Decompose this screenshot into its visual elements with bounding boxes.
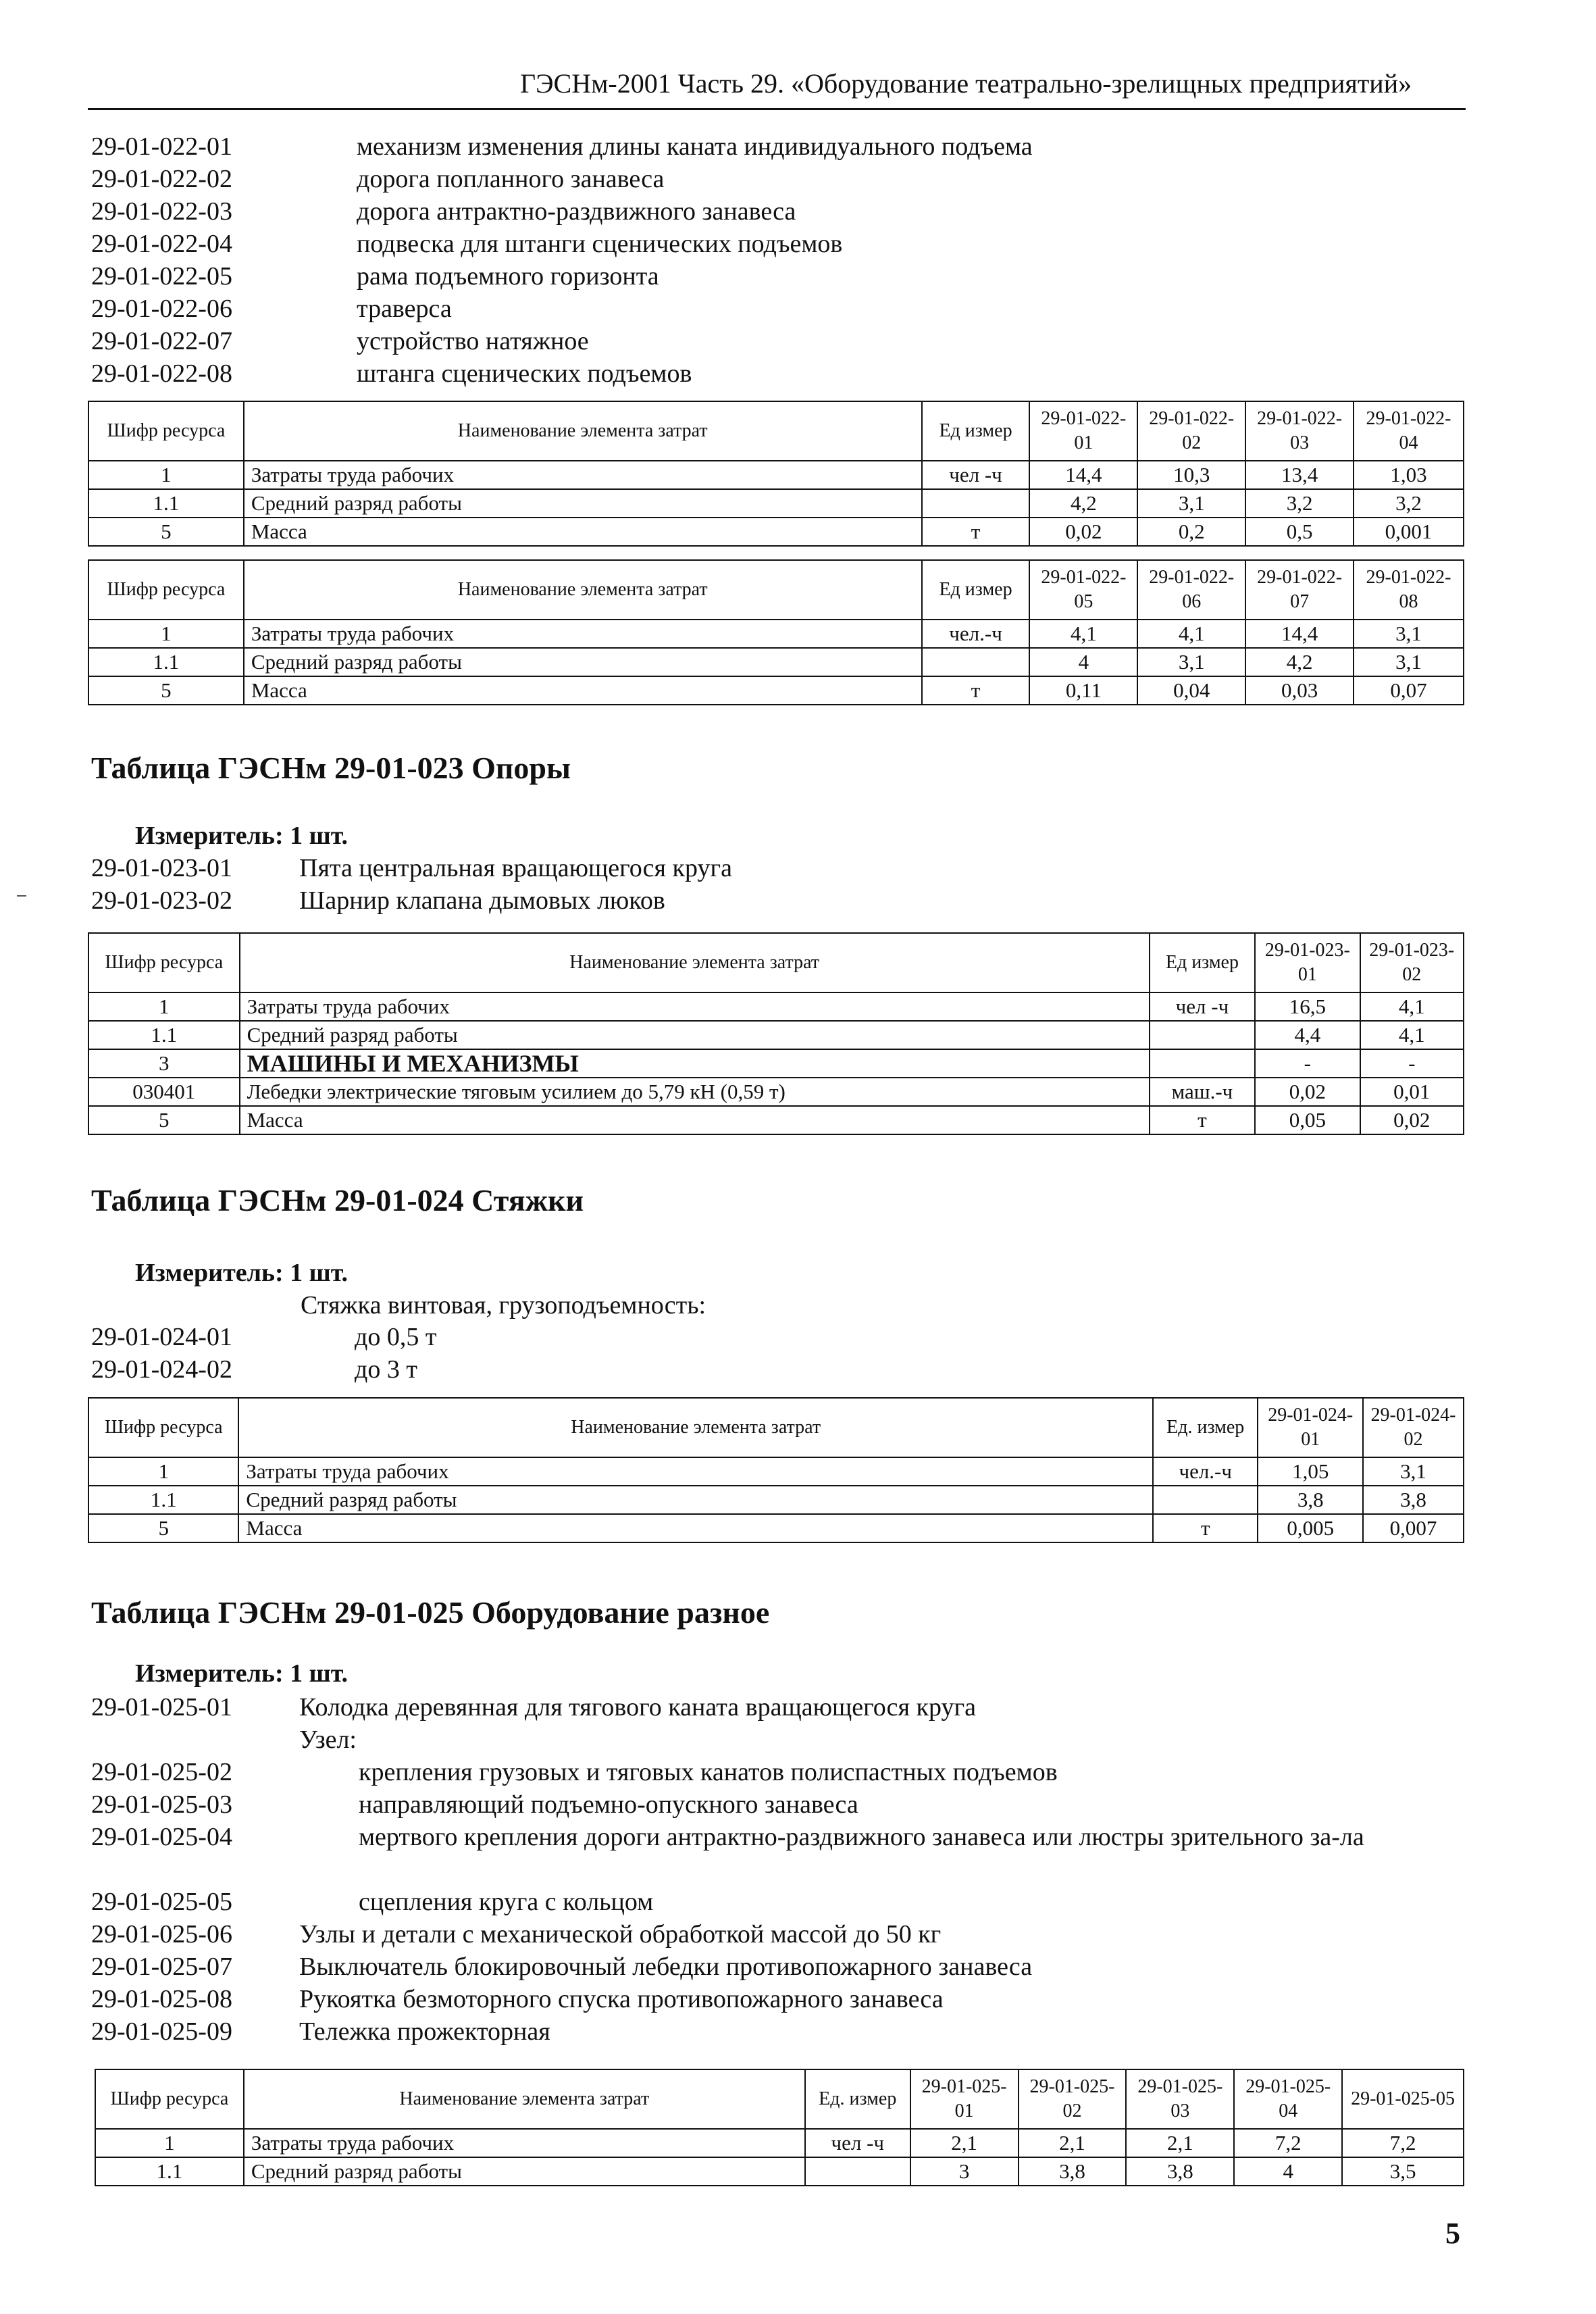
cell-value: 14,4 <box>1029 461 1137 489</box>
column-header-rate: 29-01-025-05 <box>1342 2069 1464 2129</box>
item-code: 29-01-023-02 <box>91 886 232 915</box>
column-header-rate: 29-01-022-05 <box>1029 560 1137 620</box>
column-header-rate: 29-01-025-04 <box>1234 2069 1342 2129</box>
column-header-rate: 29-01-025-02 <box>1019 2069 1127 2129</box>
cell-name: Средний разряд работы <box>238 1486 1153 1514</box>
cell-name: Масса <box>238 1514 1153 1542</box>
cell-value: 3,1 <box>1363 1457 1464 1486</box>
cell-unit <box>805 2157 910 2186</box>
cell-value: 4,1 <box>1360 1021 1464 1049</box>
item-code: 29-01-022-03 <box>91 197 232 226</box>
cell-value: 0,02 <box>1029 518 1137 546</box>
resource-table-023 <box>88 932 1464 1135</box>
cell-unit: т <box>1153 1514 1258 1542</box>
item-text: штанга сценических подъемов <box>357 359 692 388</box>
cell-value: 7,2 <box>1234 2129 1342 2157</box>
cell-name: Средний разряд работы <box>240 1021 1150 1049</box>
item-code: 29-01-025-06 <box>91 1920 232 1948</box>
cell-value: 0,2 <box>1137 518 1245 546</box>
cell-name: Масса <box>244 518 922 546</box>
cell-value: 4,1 <box>1360 992 1464 1021</box>
measure-025 <box>135 1659 348 1688</box>
cell-code: 030401 <box>88 1078 240 1106</box>
column-header-code: Шифр ресурса <box>95 2069 244 2129</box>
table-row <box>88 1078 1464 1106</box>
item-text: Выключатель блокировочный лебедки противопожарного занавеса <box>299 1953 1033 1981</box>
item-code: 29-01-022-06 <box>91 295 232 323</box>
cell-value: 4 <box>1234 2157 1342 2186</box>
cell-value: 0,5 <box>1245 518 1354 546</box>
cell-value: 10,3 <box>1137 461 1245 489</box>
item-code: 29-01-025-04 <box>91 1823 232 1851</box>
cell-unit: т <box>922 518 1030 546</box>
table-title-025: Таблица ГЭСНм 29-01-025 Оборудование разное <box>91 1595 770 1630</box>
cell-value: 13,4 <box>1245 461 1354 489</box>
measure-value: 1 шт. <box>290 822 349 850</box>
item-text: Тележка прожекторная <box>299 2017 550 2046</box>
cell-unit: чел -ч <box>922 461 1030 489</box>
cell-value: 1,03 <box>1354 461 1464 489</box>
cell-unit: маш.-ч <box>1150 1078 1256 1106</box>
cell-unit: чел -ч <box>805 2129 910 2157</box>
table-row <box>88 1486 1464 1514</box>
column-header-rate: 29-01-024-01 <box>1258 1398 1363 1457</box>
page-number: 5 <box>1445 2217 1460 2250</box>
table-row <box>88 461 1464 489</box>
cell-value: 3,5 <box>1342 2157 1464 2186</box>
column-header-unit: Ед. измер <box>1153 1398 1258 1457</box>
cell-value: 4,1 <box>1029 620 1137 648</box>
cell-name: МАШИНЫ И МЕХАНИЗМЫ <box>240 1049 1150 1078</box>
cell-value: 4,2 <box>1245 648 1354 676</box>
item-text: устройство натяжное <box>357 327 589 355</box>
item-text: до 0,5 т <box>355 1323 437 1351</box>
cell-value: 14,4 <box>1245 620 1354 648</box>
cell-value: 0,005 <box>1258 1514 1363 1542</box>
column-header-rate: 29-01-022-04 <box>1354 401 1464 461</box>
cell-code: 1 <box>88 1457 238 1486</box>
cell-value: 0,11 <box>1029 676 1137 705</box>
cell-value: 0,01 <box>1360 1078 1464 1106</box>
cell-unit <box>1150 1021 1256 1049</box>
cell-name: Затраты труда рабочих <box>240 992 1150 1021</box>
column-header-rate: 29-01-022-07 <box>1245 560 1354 620</box>
cell-code: 1.1 <box>88 1021 240 1049</box>
cell-code: 1 <box>88 620 244 648</box>
item-code: 29-01-025-03 <box>91 1790 232 1819</box>
cell-value: 4,1 <box>1137 620 1245 648</box>
column-header-name: Наименование элемента затрат <box>238 1398 1153 1457</box>
measure-023 <box>135 821 348 851</box>
table-row <box>88 1514 1464 1542</box>
item-code: 29-01-023-01 <box>91 854 232 882</box>
table-row <box>88 1021 1464 1049</box>
item-text: крепления грузовых и тяговых канатов полиспастных подъемов <box>359 1758 1058 1786</box>
cell-name: Затраты труда рабочих <box>238 1457 1153 1486</box>
cell-unit: чел -ч <box>1150 992 1256 1021</box>
column-header-unit: Ед измер <box>922 560 1030 620</box>
column-header-name: Наименование элемента затрат <box>244 2069 805 2129</box>
cell-unit <box>922 648 1030 676</box>
table-header-row <box>88 933 1464 992</box>
cell-unit: чел.-ч <box>922 620 1030 648</box>
column-header-rate: 29-01-022-08 <box>1354 560 1464 620</box>
cell-unit: т <box>1150 1106 1256 1134</box>
table-row <box>95 2157 1464 2186</box>
measure-label: Измеритель: <box>135 822 284 850</box>
table-row <box>88 1457 1464 1486</box>
cell-value: 4,2 <box>1029 489 1137 518</box>
item-text: механизм изменения длины каната индивидуального подъема <box>357 132 1033 161</box>
cell-value: 4,4 <box>1255 1021 1360 1049</box>
cell-name: Средний разряд работы <box>244 489 922 518</box>
measure-label: Измеритель: <box>135 1259 284 1287</box>
cell-value: 3,1 <box>1354 620 1464 648</box>
item-text: траверса <box>357 295 452 323</box>
cell-name: Затраты труда рабочих <box>244 620 922 648</box>
cell-value: 3 <box>910 2157 1019 2186</box>
cell-name: Затраты труда рабочих <box>244 2129 805 2157</box>
item-text: сцепления круга с кольцом <box>359 1888 654 1916</box>
item-text: до 3 т <box>355 1355 417 1384</box>
item-code: 29-01-024-02 <box>91 1355 232 1384</box>
table-row <box>88 648 1464 676</box>
cell-value: 16,5 <box>1255 992 1360 1021</box>
column-header-name: Наименование элемента затрат <box>244 560 922 620</box>
cell-code: 3 <box>88 1049 240 1078</box>
cell-value: 3,1 <box>1137 489 1245 518</box>
table-row <box>88 620 1464 648</box>
cell-unit: чел.-ч <box>1153 1457 1258 1486</box>
item-code: 29-01-022-08 <box>91 359 232 388</box>
column-header-rate: 29-01-023-02 <box>1360 933 1464 992</box>
cell-value: 3,2 <box>1354 489 1464 518</box>
item-code: 29-01-022-07 <box>91 327 232 355</box>
cell-value: 0,02 <box>1255 1078 1360 1106</box>
table-header-row <box>95 2069 1464 2129</box>
resource-table-025 <box>95 2069 1464 2186</box>
column-header-code: Шифр ресурса <box>88 1398 238 1457</box>
cell-value: 0,05 <box>1255 1106 1360 1134</box>
cell-code: 5 <box>88 676 244 705</box>
item-text: мертвого крепления дороги антрактно-раздвижного занавеса или люстры зрительного за-ла <box>359 1823 1364 1851</box>
item-code: 29-01-025-09 <box>91 2017 232 2046</box>
table-title-024: Таблица ГЭСНм 29-01-024 Стяжки <box>91 1183 584 1217</box>
cell-unit <box>1153 1486 1258 1514</box>
cell-name: Масса <box>240 1106 1150 1134</box>
table-header-row <box>88 560 1464 620</box>
cell-unit <box>1150 1049 1256 1078</box>
measure-024 <box>135 1258 348 1288</box>
column-header-unit: Ед измер <box>922 401 1030 461</box>
cell-value: - <box>1255 1049 1360 1078</box>
column-header-rate: 29-01-024-02 <box>1363 1398 1464 1457</box>
cell-code: 1.1 <box>88 1486 238 1514</box>
cell-code: 1.1 <box>88 648 244 676</box>
table-row <box>88 676 1464 705</box>
cell-name: Лебедки электрические тяговым усилием до 5,79 кН (0,59 т) <box>240 1078 1150 1106</box>
column-header-code: Шифр ресурса <box>88 560 244 620</box>
measure-value: 1 шт. <box>290 1659 349 1688</box>
table-row <box>88 518 1464 546</box>
table-row <box>95 2129 1464 2157</box>
cell-value: 7,2 <box>1342 2129 1464 2157</box>
item-code: 29-01-025-02 <box>91 1758 232 1786</box>
item-code: 29-01-025-08 <box>91 1985 232 2013</box>
item-text: направляющий подъемно-опускного занавеса <box>359 1790 858 1819</box>
column-header-rate: 29-01-025-01 <box>910 2069 1019 2129</box>
subheading-024: Стяжка винтовая, грузоподъемность: <box>301 1291 706 1319</box>
cell-value: 3,1 <box>1354 648 1464 676</box>
cell-code: 5 <box>88 518 244 546</box>
cell-value: 3,2 <box>1245 489 1354 518</box>
item-code: 29-01-025-07 <box>91 1953 232 1981</box>
cell-code: 5 <box>88 1514 238 1542</box>
table-header-row <box>88 1398 1464 1457</box>
column-header-rate: 29-01-022-02 <box>1137 401 1245 461</box>
column-header-code: Шифр ресурса <box>88 933 240 992</box>
column-header-unit: Ед измер <box>1150 933 1256 992</box>
cell-name: Затраты труда рабочих <box>244 461 922 489</box>
cell-code: 1.1 <box>95 2157 244 2186</box>
column-header-unit: Ед. измер <box>805 2069 910 2129</box>
cell-value: 3,1 <box>1137 648 1245 676</box>
margin-mark <box>17 895 26 897</box>
cell-value: 3,8 <box>1363 1486 1464 1514</box>
item-text: Колодка деревянная для тягового каната вращающегося круга <box>299 1693 976 1721</box>
cell-unit: т <box>922 676 1030 705</box>
item-code: 29-01-024-01 <box>91 1323 232 1351</box>
cell-value: - <box>1360 1049 1464 1078</box>
cell-value: 0,03 <box>1245 676 1354 705</box>
cell-value: 3,8 <box>1019 2157 1127 2186</box>
cell-value: 3,8 <box>1126 2157 1234 2186</box>
cell-value: 0,07 <box>1354 676 1464 705</box>
table-row <box>88 489 1464 518</box>
column-header-code: Шифр ресурса <box>88 401 244 461</box>
column-header-name: Наименование элемента затрат <box>244 401 922 461</box>
cell-code: 1 <box>88 461 244 489</box>
table-row <box>88 1106 1464 1134</box>
cell-value: 2,1 <box>910 2129 1019 2157</box>
cell-value: 2,1 <box>1019 2129 1127 2157</box>
header-rule <box>88 108 1466 110</box>
item-text: Узлы и детали с механической обработкой массой до 50 кг <box>299 1920 942 1948</box>
cell-value: 3,8 <box>1258 1486 1363 1514</box>
column-header-name: Наименование элемента затрат <box>240 933 1150 992</box>
item-code: 29-01-025-05 <box>91 1888 232 1916</box>
cell-code: 1 <box>95 2129 244 2157</box>
cell-name: Масса <box>244 676 922 705</box>
item-code: 29-01-022-01 <box>91 132 232 161</box>
item-text: рама подъемного горизонта <box>357 262 659 291</box>
item-text: Шарнир клапана дымовых люков <box>299 886 665 915</box>
column-header-rate: 29-01-025-03 <box>1126 2069 1234 2129</box>
table-row <box>88 992 1464 1021</box>
measure-value: 1 шт. <box>290 1259 349 1287</box>
item-text: дорога антрактно-раздвижного занавеса <box>357 197 796 226</box>
item-text: Пята центральная вращающегося круга <box>299 854 732 882</box>
item-text: Узел: <box>299 1726 357 1754</box>
cell-name: Средний разряд работы <box>244 2157 805 2186</box>
resource-table-022-b <box>88 559 1464 705</box>
cell-code: 1 <box>88 992 240 1021</box>
item-code: 29-01-022-04 <box>91 230 232 258</box>
cell-code: 5 <box>88 1106 240 1134</box>
cell-value: 0,007 <box>1363 1514 1464 1542</box>
item-text: дорога попланного занавеса <box>357 165 665 193</box>
cell-code: 1.1 <box>88 489 244 518</box>
item-code: 29-01-025-01 <box>91 1693 232 1721</box>
cell-value: 0,02 <box>1360 1106 1464 1134</box>
column-header-rate: 29-01-022-03 <box>1245 401 1354 461</box>
cell-value: 1,05 <box>1258 1457 1363 1486</box>
table-row <box>88 1049 1464 1078</box>
item-text: Рукоятка безмоторного спуска противопожарного занавеса <box>299 1985 944 2013</box>
measure-label: Измеритель: <box>135 1659 284 1688</box>
item-code: 29-01-022-05 <box>91 262 232 291</box>
cell-value: 2,1 <box>1126 2129 1234 2157</box>
item-text: подвеска для штанги сценических подъемов <box>357 230 843 258</box>
column-header-rate: 29-01-022-06 <box>1137 560 1245 620</box>
cell-value: 0,04 <box>1137 676 1245 705</box>
resource-table-024 <box>88 1397 1464 1543</box>
cell-value: 4 <box>1029 648 1137 676</box>
table-header-row <box>88 401 1464 461</box>
resource-table-022-a <box>88 401 1464 547</box>
table-title-023: Таблица ГЭСНм 29-01-023 Опоры <box>91 751 571 785</box>
cell-unit <box>922 489 1030 518</box>
column-header-rate: 29-01-022-01 <box>1029 401 1137 461</box>
cell-name: Средний разряд работы <box>244 648 922 676</box>
running-header: ГЭСНм-2001 Часть 29. «Оборудование театрально-зрелищных предприятий» <box>520 68 1412 99</box>
item-code: 29-01-022-02 <box>91 165 232 193</box>
column-header-rate: 29-01-023-01 <box>1255 933 1360 992</box>
cell-value: 0,001 <box>1354 518 1464 546</box>
